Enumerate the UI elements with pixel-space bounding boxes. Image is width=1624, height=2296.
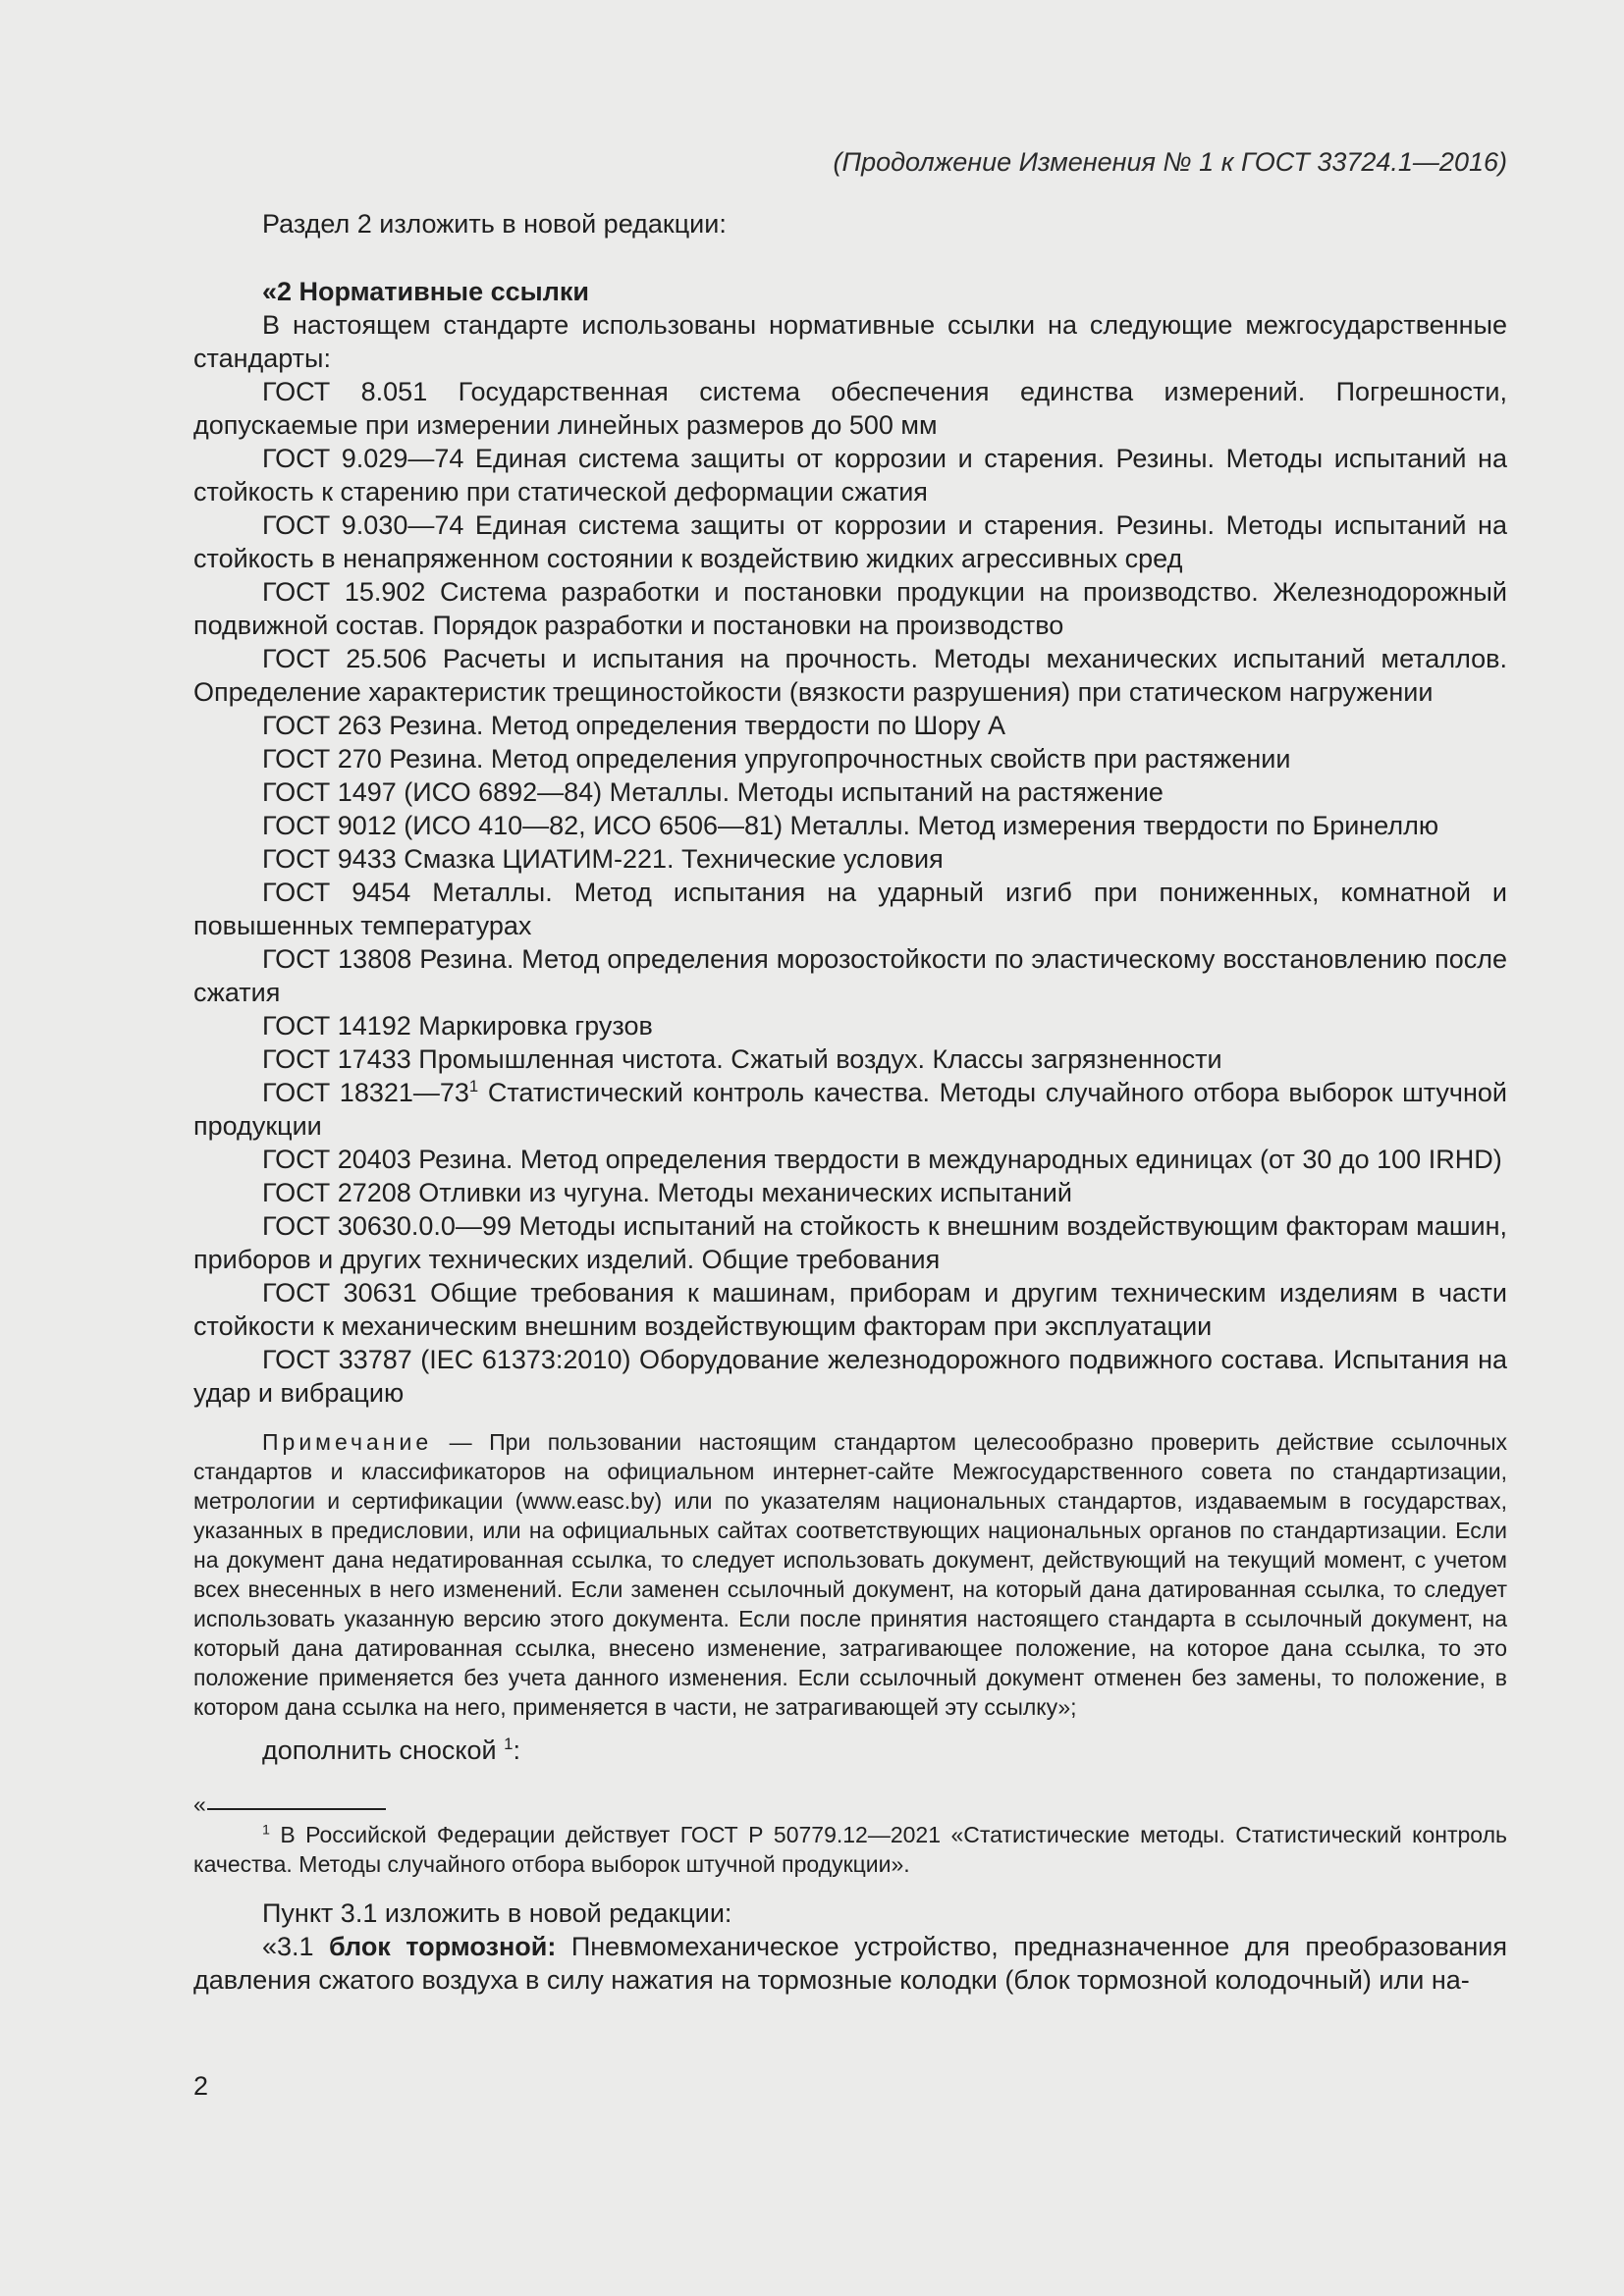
page-number: 2 (193, 2071, 209, 2101)
ref-18321-prefix: ГОСТ 18321—73 (262, 1078, 469, 1107)
page-header: (Продолжение Изменения № 1 к ГОСТ 33724.1—2016) (833, 147, 1507, 177)
ref-item: ГОСТ 13808 Резина. Метод определения морозостойкости по эластическому восстановлению после сжатия (193, 944, 1507, 1007)
ref-18321-text: Статистический контроль качества. Методы случайного отбора выборок штучной продукции (193, 1078, 1507, 1141)
footnote-text (193, 1820, 1507, 1879)
clause-3-1 (193, 1930, 1507, 1997)
ref-item-18321 (193, 1076, 1507, 1143)
ref-item: ГОСТ 9.029—74 Единая система защиты от коррозии и старения. Резины. Методы испытаний на стойкость к старению при статической деформации сжатия (193, 444, 1507, 507)
ref-item: ГОСТ 9433 Смазка ЦИАТИМ-221. Технические условия (262, 844, 944, 874)
ref-item: ГОСТ 270 Резина. Метод определения упругопрочностных свойств при растяжении (262, 744, 1291, 774)
footnote-marker: 1 (468, 1077, 479, 1095)
ref-item: ГОСТ 9012 (ИСО 410—82, ИСО 6506—81) Металлы. Метод измерения твердости по Бринеллю (262, 811, 1439, 840)
note-label: Примечание (262, 1429, 433, 1455)
ref-item: ГОСТ 33787 (IEC 61373:2010) Оборудование железнодорожного подвижного состава. Испытания на удар и вибрацию (193, 1345, 1507, 1408)
note-paragraph (193, 1427, 1507, 1722)
footnote-instruction (193, 1734, 1507, 1767)
footnote-open-quote: « (193, 1791, 206, 1817)
ref-item: ГОСТ 9454 Металлы. Метод испытания на ударный изгиб при пониженных, комнатной и повышенных температурах (193, 878, 1507, 940)
footnote-marker: 1 (504, 1735, 514, 1753)
clause-term: блок тормозной: (329, 1932, 557, 1961)
clause-text: Пневмомеханическое устройство, предназначенное для преобразования давления сжатого воздуха в силу нажатия на тормозные колодки (блок тормозной колодочный) или на- (193, 1932, 1507, 1995)
ref-item: ГОСТ 27208 Отливки из чугуна. Методы механических испытаний (262, 1178, 1072, 1207)
ref-item: ГОСТ 25.506 Расчеты и испытания на прочность. Методы механических испытаний металлов. Определение характеристик трещиностойкости (вязкости разрушения) при статическом нагружении (193, 644, 1507, 707)
ref-item: ГОСТ 9.030—74 Единая система защиты от коррозии и старения. Резины. Методы испытаний на стойкость в ненапряженном состоянии к воздействию жидких агрессивных сред (193, 510, 1507, 573)
ref-item: ГОСТ 14192 Маркировка грузов (262, 1011, 653, 1041)
footnote-separator (193, 1792, 1507, 1816)
ref-item: ГОСТ 1497 (ИСО 6892—84) Металлы. Методы испытаний на растяжение (262, 777, 1164, 807)
footnote-body: В Российской Федерации действует ГОСТ Р 50779.12—2021 «Статистические методы. Статистический контроль качества. Методы случайного отбора выборок штучной продукции». (193, 1822, 1507, 1877)
ref-item: ГОСТ 15.902 Система разработки и постановки продукции на производство. Железнодорожный подвижной состав. Порядок разработки и постановки на производство (193, 577, 1507, 640)
main-content (193, 275, 1507, 1997)
clause-intro: Пункт 3.1 изложить в новой редакции: (262, 1898, 732, 1928)
ref-item: ГОСТ 8.051 Государственная система обеспечения единства измерений. Погрешности, допускаемые при измерении линейных размеров до 500 мм (193, 377, 1507, 440)
note-text: — При пользовании настоящим стандартом целесообразно проверить действие ссылочных стандартов и классификаторов на официальном интернет-сайте Межгосударственного совета по стандартизации, метрологии и сертификации (www.easc.by) или по указателям национальных стандартов, издаваемым в государствах, указанных в предисловии, или на официальных сайтах соответствующих национальных органов по стандартизации. Если на документ дана недатированная ссылка, то следует использовать документ, действующий на текущий момент, с учетом всех внесенных в него изменений. Если заменен ссылочный документ, на который дана датированная ссылка, то следует использовать указанную версию этого документа. Если после принятия настоящего стандарта в ссылочный документ, на который дана датированная ссылка, внесено изменение, затрагивающее положение, на которое дана ссылка, то это положение применяется без учета данного изменения. Если ссылочный документ отменен без замены, то положение, в котором дана ссылка на него, применяется в части, не затрагивающей эту ссылку»; (193, 1429, 1507, 1720)
ref-item: ГОСТ 30631 Общие требования к машинам, приборам и другим техническим изделиям в части стойкости к механическим внешним воздействующим факторам при эксплуатации (193, 1278, 1507, 1341)
footnote-rule (207, 1808, 386, 1810)
lead-instruction: Раздел 2 изложить в новой редакции: (262, 209, 727, 239)
footnote-instruction-tail: : (513, 1735, 520, 1765)
clause-prefix: «3.1 (262, 1932, 330, 1961)
document-page (193, 0, 1507, 2296)
ref-item: ГОСТ 30630.0.0—99 Методы испытаний на стойкость к внешним воздействующим факторам машин, приборов и других технических изделий. Общие требования (193, 1211, 1507, 1274)
section-heading: «2 Нормативные ссылки (262, 277, 589, 306)
intro-paragraph: В настоящем стандарте использованы нормативные ссылки на следующие межгосударственные стандарты: (193, 310, 1507, 373)
ref-item: ГОСТ 17433 Промышленная чистота. Сжатый воздух. Классы загрязненности (262, 1044, 1222, 1074)
ref-item: ГОСТ 20403 Резина. Метод определения твердости в международных единицах (от 30 до 100 IRHD) (262, 1145, 1502, 1174)
footnote-instruction-text: дополнить сноской (262, 1735, 505, 1765)
clause-block (193, 1896, 1507, 1997)
ref-item: ГОСТ 263 Резина. Метод определения твердости по Шору А (262, 711, 1006, 740)
footnote-marker: 1 (262, 1822, 270, 1839)
